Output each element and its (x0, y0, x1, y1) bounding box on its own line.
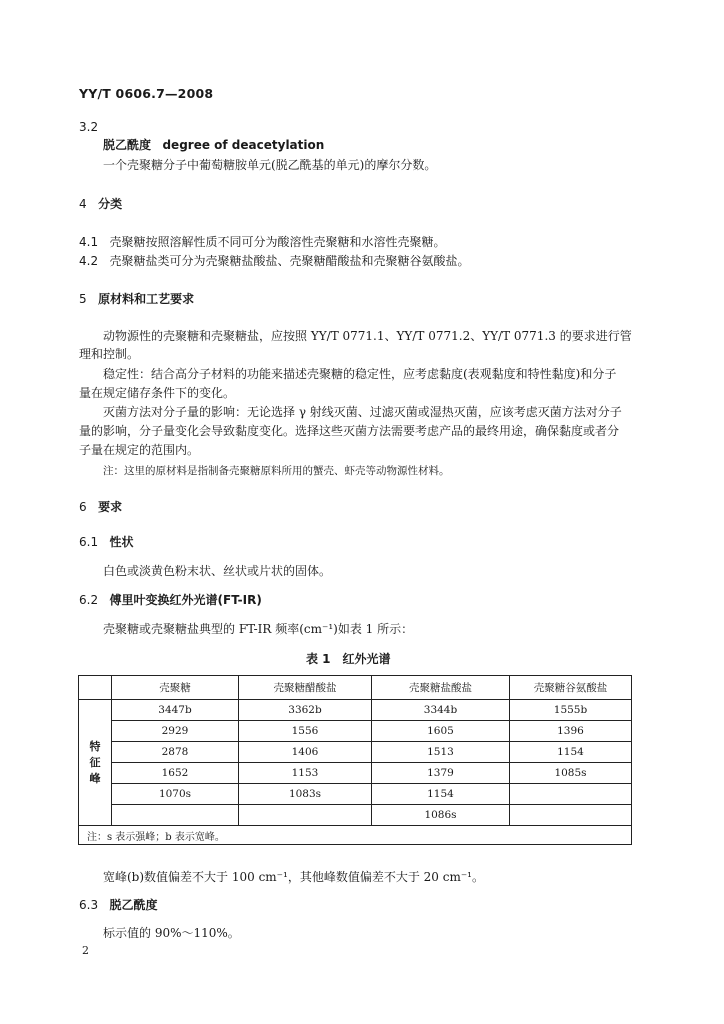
section-number: 4 (79, 197, 87, 211)
table-corner-cell (79, 676, 112, 700)
table-cell: 1605 (372, 721, 510, 742)
term-en: degree of deacetylation (162, 138, 325, 152)
table-cell (239, 805, 372, 826)
clause-6-2-heading (79, 592, 262, 608)
standard-id: YY/T 0606.7—2008 (79, 86, 214, 101)
section-6-heading (79, 499, 122, 515)
table-cell: 1070s (112, 784, 239, 805)
column-header: 壳聚糖谷氨酸盐 (510, 676, 632, 700)
clause-4-1 (79, 234, 446, 250)
clause-text: 壳聚糖或壳聚糖盐典型的 FT-IR 频率(cm⁻¹)如表 1 所示： (103, 622, 414, 636)
table-cell (112, 805, 239, 826)
table-cell: 2929 (112, 721, 239, 742)
clause-text: 壳聚糖盐类可分为壳聚糖盐酸盐、壳聚糖醋酸盐和壳聚糖谷氨酸盐。 (109, 254, 470, 268)
clause-text: 壳聚糖按照溶解性质不同可分为酸溶性壳聚糖和水溶性壳聚糖。 (109, 235, 446, 249)
table-cell (510, 805, 632, 826)
table-cell: 3447b (112, 700, 239, 721)
section-number: 6 (79, 500, 87, 514)
table-header-row (79, 676, 632, 700)
side-label-cell (79, 700, 112, 826)
section-title: 原材料和工艺要求 (98, 292, 195, 306)
table-row (79, 742, 632, 763)
table-cell: 1086s (372, 805, 510, 826)
clause-4-2 (79, 253, 470, 269)
term-definition: 一个壳聚糖分子中葡萄糖胺单元(脱乙酰基的单元)的摩尔分数。 (103, 158, 437, 172)
table-cell: 1154 (510, 742, 632, 763)
table-row (79, 700, 632, 721)
clause-number: 4.1 (79, 235, 99, 249)
table-cell: 3362b (239, 700, 372, 721)
table-cell: 1083s (239, 784, 372, 805)
ftir-table (78, 675, 632, 845)
table-row (79, 763, 632, 784)
table-row (79, 805, 632, 826)
table-cell: 1513 (372, 742, 510, 763)
table-cell: 1154 (372, 784, 510, 805)
clause-title: 性状 (109, 535, 134, 549)
section-4-heading (79, 196, 122, 212)
clause-number-3-2: 3.2 (79, 120, 99, 134)
table-cell: 1153 (239, 763, 372, 784)
table-cell: 2878 (112, 742, 239, 763)
clause-number: 6.1 (79, 535, 99, 549)
section-5-heading (79, 291, 194, 307)
side-label-char: 峰 (89, 771, 101, 785)
clause-number: 6.2 (79, 593, 99, 607)
term-zh: 脱乙酰度 (103, 138, 152, 152)
table-cell: 1652 (112, 763, 239, 784)
paragraph-line: 量的影响，分子量变化会导致黏度变化。选择这些灭菌方法需要考虑产品的最终用途，确保黏度或者分 (79, 424, 620, 438)
note: 注：这里的原材料是指制备壳聚糖原料所用的蟹壳、虾壳等动物源性材料。 (103, 465, 450, 477)
column-header: 壳聚糖醋酸盐 (239, 676, 372, 700)
table-cell: 1555b (510, 700, 632, 721)
tolerance-text: 宽峰(b)数值偏差不大于 100 cm⁻¹，其他峰数值偏差不大于 20 cm⁻¹。 (103, 870, 484, 884)
section-number: 5 (79, 292, 87, 306)
term-definition-heading (103, 137, 324, 153)
clause-title: 脱乙酰度 (109, 898, 158, 912)
clause-number: 4.2 (79, 254, 99, 268)
side-label-char: 征 (89, 755, 101, 769)
table-note-row (79, 826, 632, 845)
table-cell: 3344b (372, 700, 510, 721)
clause-text: 标示值的 90%～110%。 (103, 926, 240, 940)
column-header: 壳聚糖盐酸盐 (372, 676, 510, 700)
paragraph-line: 灭菌方法对分子量的影响：无论选择 γ 射线灭菌、过滤灭菌或湿热灭菌，应该考虑灭菌方法对分子 (103, 405, 622, 419)
table-cell (510, 784, 632, 805)
table-cell: 1379 (372, 763, 510, 784)
section-title: 分类 (98, 197, 123, 211)
table-note: 注：s 表示强峰；b 表示宽峰。 (79, 826, 632, 845)
section-title: 要求 (98, 500, 123, 514)
clause-text: 白色或淡黄色粉末状、丝状或片状的固体。 (103, 564, 332, 578)
clause-6-3-heading (79, 897, 158, 913)
paragraph-line: 理和控制。 (79, 347, 140, 361)
table-row (79, 784, 632, 805)
paragraph-line: 动物源性的壳聚糖和壳聚糖盐，应按照 YY/T 0771.1、YY/T 0771.2、YY/T 0771.3 的要求进行管 (103, 329, 632, 343)
paragraph-line: 子量在规定的范围内。 (79, 443, 200, 457)
table-cell: 1396 (510, 721, 632, 742)
paragraph-line: 量在规定储存条件下的变化。 (79, 386, 236, 400)
table-cell: 1406 (239, 742, 372, 763)
side-label-char: 特 (89, 739, 101, 753)
table-cell: 1556 (239, 721, 372, 742)
table-row (79, 721, 632, 742)
clause-title: 傅里叶变换红外光谱(FT-IR) (109, 593, 262, 607)
clause-6-1-heading (79, 534, 134, 550)
clause-number: 6.3 (79, 898, 99, 912)
column-header: 壳聚糖 (112, 676, 239, 700)
paragraph-line: 稳定性：结合高分子材料的功能来描述壳聚糖的稳定性，应考虑黏度(表观黏度和特性黏度)和分子 (103, 367, 617, 381)
page-number: 2 (82, 944, 89, 957)
table-cell: 1085s (510, 763, 632, 784)
table-caption: 表 1 红外光谱 (306, 652, 391, 666)
